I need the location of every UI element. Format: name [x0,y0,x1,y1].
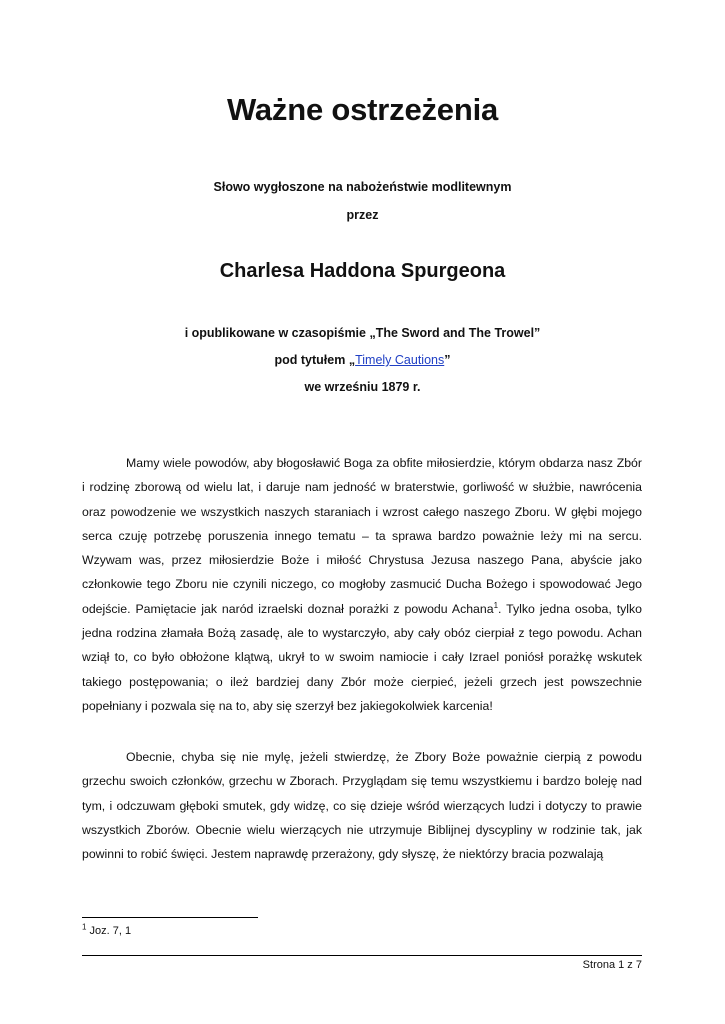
original-title-link[interactable]: Timely Cautions [355,353,445,367]
subtitle-line-1: Słowo wygłoszone na nabożeństwie modlitewnym [213,180,512,194]
footer-separator [82,955,642,956]
original-title-suffix: ” [444,353,451,367]
subtitle-line-2: przez [346,208,379,222]
published-line: i opublikowane w czasopiśmie „The Sword and The Trowel” [184,326,541,340]
footnote [82,922,132,937]
paragraph-2 [82,745,642,866]
original-title-prefix: pod tytułem „ [274,353,356,367]
paragraph-1-text-b: . Tylko jedna osoba, tylko jedna rodzina złamała Bożą zasadę, ale to wystarczyło, aby cały obóz cierpiał z tego powodu. Achan wziął to, co było obłożone klątwą, ukrył to w swoim namiocie i cały Izrael poniósł porażkę wskutek takiego postępowania; o ileż bardziej dany Zbór może cierpieć, jeżeli grzech jest powszechnie popełniany i pozwala się na to, aby się szerzył bez jakiegokolwiek karcenia! [82,601,642,713]
author-name: Charlesa Haddona Spurgeona [219,260,506,282]
footnote-separator [82,917,258,918]
footnote-text: Joz. 7, 1 [86,925,132,937]
footnote-number: 1 [82,922,87,932]
original-title-line [0,353,725,367]
document-title: Ważne ostrzeżenia [226,92,499,127]
date-line: we wrześniu 1879 r. [304,380,421,394]
page-number-footer: Strona 1 z 7 [582,959,642,971]
paragraph-1-text-a: Mamy wiele powodów, aby błogosławić Boga za obfite miłosierdzie, którym obdarza nasz Zbór i rodzinę zborową od wielu lat, i daruje nam jedność w braterstwie, gorliwość w służbie, nawrócenia oraz powodzenie we wszystkich naszych staraniach i wzrost całego naszego Zboru. W głębi mojego serca czuję potrzebę poruszenia innego tematu – ta sprawa bardzo poważnie leży mi na sercu. Wzywam was, przez miłosierdzie Boże i miłość Chrystusa Jezusa naszego Pana, abyście jako członkowie tego Zboru nie czynili niczego, co mogłoby zasmucić Ducha Bożego i spowodować Jego odejście. Pamiętacie jak naród izraelski doznał porażki z powodu Achana [82,456,642,616]
paragraph-1 [82,451,642,718]
paragraph-2-text: Obecnie, chyba się nie mylę, jeżeli stwierdzę, że Zbory Boże poważnie cierpią z powodu grzechu swoich członków, grzechu w Zborach. Przyglądam się temu wszystkiemu i bardzo boleję nad tym, i odczuwam głęboki smutek, gdy widzę, co się dzieje wśród wierzących ludzi i dotyczy to prawie wszystkich Zborów. Obecnie wielu wierzących nie utrzymuje Biblijnej dyscypliny w rodzinie tak, jak powinni to robić święci. Jestem naprawdę przerażony, gdy słyszę, że niektórzy bracia pozwalają [82,750,642,862]
footnote-reference[interactable]: 1 [493,600,499,610]
